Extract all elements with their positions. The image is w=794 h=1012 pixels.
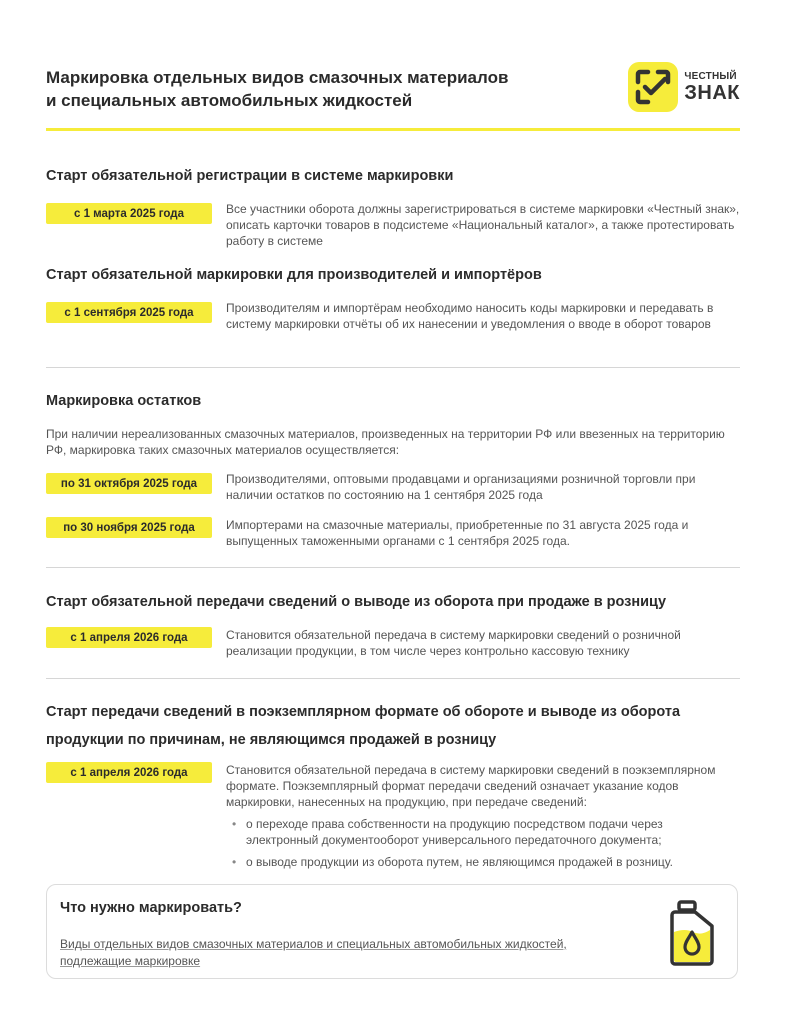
per-item-title: [46, 698, 680, 754]
what-to-mark-card: [46, 884, 738, 979]
per-item-text: Становится обязательной передача в систему маркировки сведений в поэкземплярном формате. Поэкземплярный формат передачи сведений означает указание кодов маркировки, нанесенных на продукцию, при передаче сведений:: [226, 763, 716, 809]
retail-date-badge: с 1 апреля 2026 года: [46, 627, 212, 648]
chestny-znak-logo: [628, 62, 740, 112]
per-item-title-line2: продукции по причинам, не являющимся продажей в розницу: [46, 732, 497, 748]
logo-line2: ЗНАК: [684, 81, 740, 104]
stock-text-2: Импортерами на смазочные материалы, приобретенные по 31 августа 2025 года и выпущенных таможенными органами с 1 сентября 2025 года.: [226, 518, 689, 548]
registration-text: Все участники оборота должны зарегистрироваться в системе маркировки «Честный знак», описать карточки товаров в подсистеме «Национальный каталог», а также протестировать работу в системе: [226, 202, 740, 248]
document-title-line2: и специальных автомобильных жидкостей: [46, 91, 413, 110]
registration-title: Старт обязательной регистрации в системе маркировки: [46, 168, 454, 184]
retail-title: Старт обязательной передачи сведений о выводе из оборота при продаже в розницу: [46, 594, 667, 610]
document-title-line1: Маркировка отдельных видов смазочных материалов: [46, 68, 509, 87]
stock-intro: При наличии нереализованных смазочных материалов, произведенных на территории РФ или ввезенных на территорию РФ, маркировка таких смазочных материалов осуществляется:: [46, 427, 725, 457]
header-underline: [46, 128, 740, 131]
registration-date-badge: с 1 марта 2025 года: [46, 203, 212, 224]
bullet-item: • о выводе продукции из оборота путем, не являющимся продажей в розницу.: [232, 854, 722, 870]
card-title: Что нужно маркировать?: [60, 900, 242, 916]
per-item-title-line1: Старт передачи сведений в поэкземплярном формате об обороте и выводе из оборота: [46, 704, 681, 720]
logo-check-icon: [628, 62, 678, 112]
oil-canister-icon: [667, 899, 717, 972]
divider: [46, 567, 740, 568]
stock-date-badge-1: по 31 октября 2025 года: [46, 473, 212, 494]
logo-line1: ЧЕСТНЫЙ: [684, 70, 737, 82]
marking-text: Производителям и импортёрам необходимо наносить коды маркировки и передавать в систему маркировки отчёты об их нанесении и уведомления о вводе в оборот товаров: [226, 301, 714, 331]
per-item-date-badge: с 1 апреля 2026 года: [46, 762, 212, 783]
stock-title: Маркировка остатков: [46, 393, 202, 409]
product-list-link[interactable]: Виды отдельных видов смазочных материалов и специальных автомобильных жидкостей, подлежащие маркировке: [60, 937, 567, 968]
marking-title: Старт обязательной маркировки для производителей и импортёров: [46, 267, 542, 283]
marking-date-badge: с 1 сентября 2025 года: [46, 302, 212, 323]
retail-text: Становится обязательной передача в систему маркировки сведений о розничной реализации продукции, в том числе через контрольно кассовую технику: [226, 628, 681, 658]
divider: [46, 367, 740, 368]
document-header: [46, 66, 740, 116]
logo-wordmark: [684, 72, 740, 103]
divider: [46, 678, 740, 679]
per-item-bullets: [232, 816, 722, 876]
stock-date-badge-2: по 30 ноября 2025 года: [46, 517, 212, 538]
stock-text-1: Производителями, оптовыми продавцами и организациями розничной торговли при наличии остатков по состоянию на 1 сентября 2025 года: [226, 472, 696, 502]
bullet-item: • о переходе права собственности на продукцию посредством подачи через электронный документооборот универсального передаточного документа;: [232, 816, 722, 848]
